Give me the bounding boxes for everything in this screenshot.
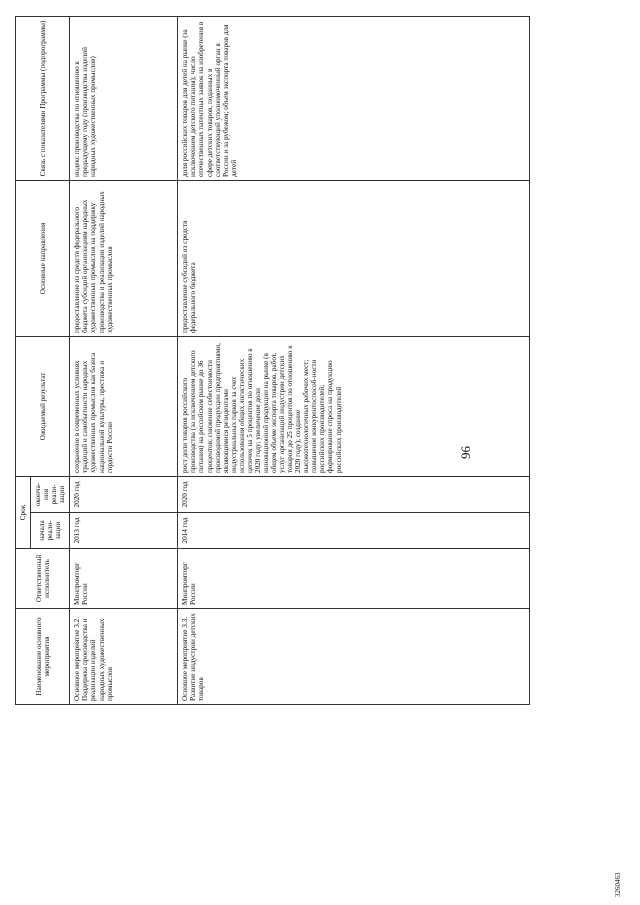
header-link: Связь с показателями Программы (подпрограммы) xyxy=(16,16,70,180)
cell-link: доля российских товаров для детей на рынке (за исключением детского питания); число отечественных патентных заявок на изобретения в сфере детских товаров, поданных в соответствующий уполномоченный орган в России и за рубежом; объем экспорта товаров для детей xyxy=(178,16,530,180)
cell-link: индекс производства по отношению к предыдущему году (производства изделий народных художественных промыслов) xyxy=(70,16,178,180)
header-directions: Основные направления xyxy=(16,180,70,336)
cell-result: рост доли товаров российского производства (за исключением детского питания) на российском рынке до 36 процентов; снижение себестоимости производимой продукции предприятиями, являющимися резидентами индустриальных парков за счет использования общих логистических цепочек на 5 процентов по отношению к 2020 году; увеличение доли инновационной продукции на рынке (в общем объеме экспорта товаров, работ, услуг организаций индустрии детских товаров до 25 процентов по отношению к 2020 году); создание высокотехнологичных рабочих мест; повышение конкурентоспособ-ности российских производителей; формирование спроса на продукцию российских производителей xyxy=(178,336,530,476)
header-name: Наименование основного мероприятия xyxy=(16,609,70,705)
cell-start: 2014 год xyxy=(178,513,530,549)
cell-directions: предоставление из средств федерального бюджета субсидий организациям народных художественных промыслов на поддержку производства и реализации изделий народных художественных промыслов xyxy=(70,180,178,336)
cell-directions: предоставление субсидий из средств федерального бюджета xyxy=(178,180,530,336)
page-number: 96 xyxy=(458,446,473,459)
cell-executor: Минпромторг России xyxy=(178,549,530,609)
cell-name: Основное мероприятие 3.3. Развитие индустрии детских товаров xyxy=(178,609,530,705)
header-start: начала реали-зации xyxy=(31,513,70,549)
header-row xyxy=(16,16,31,704)
table-row xyxy=(178,16,530,704)
cell-end: 2020 год xyxy=(70,476,178,512)
document-id: 3260463 xyxy=(614,872,622,897)
cell-result: сохранение в современных условиях традиций и самобытности народных художественных промыслов как базиса национальной культуры, престижа и гордости России xyxy=(70,336,178,476)
header-end: оконча-ния реали-зации xyxy=(31,476,70,512)
cell-start: 2013 год xyxy=(70,513,178,549)
cell-executor: Минпромторг России xyxy=(70,549,178,609)
cell-name: Основное мероприятие 3.2. Поддержка производства и реализации изделий народных художественных промыслов xyxy=(70,609,178,705)
header-term: Срок xyxy=(16,476,31,548)
cell-end: 2020 год xyxy=(178,476,530,512)
header-result: Ожидаемый результат xyxy=(16,336,70,476)
measures-table xyxy=(15,16,530,705)
header-executor: Ответственный исполнитель xyxy=(16,549,70,609)
table-row xyxy=(70,16,178,704)
